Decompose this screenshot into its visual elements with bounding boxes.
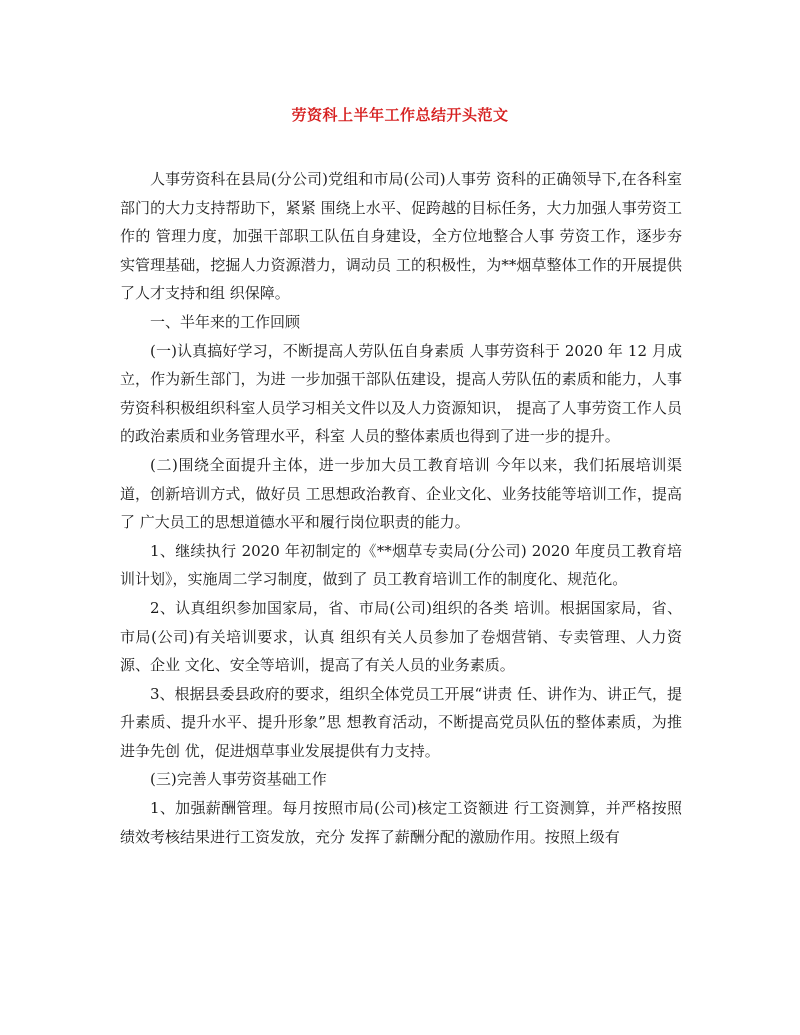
list-item-1: 1、继续执行 2020 年初制定的《**烟草专卖局(分公司) 2020 年度员工教育培训计划》，实施周二学习制度，做到了 员工教育培训工作的制度化、规范化。 — [120, 541, 682, 589]
document-title: 劳资科上半年工作总结开头范文 — [291, 106, 509, 124]
list-item-2: 2、认真组织参加国家局，省、市局(公司)组织的各类 培训。根据国家局，省、市局(公司)有关培训要求，认真 组织有关人员参加了卷烟营销、专卖管理、人力资源、企业 文化、安全等培训，提高了有关人员的业务素质。 — [120, 598, 682, 675]
paragraph-intro: 人事劳资科在县局(分公司)党组和市局(公司)人事劳 资科的正确领导下,在各科室部门的大力支持帮助下，紧紧 围绕上水平、促跨越的目标任务，大力加强人事劳资工作的 管理力度，加强干部职工队伍自身建设，全方位地整合人事 劳资工作，逐步夯实管理基础，挖掘人力资源潜力，调动员 工的积极性，为**烟草整体工作的开展提供了人才支持和组 织保障。 — [120, 170, 682, 303]
paragraph-study: (一)认真搞好学习，不断提高人劳队伍自身素质 人事劳资科于 2020 年 12 月成立，作为新生部门，为进 一步加强干部队伍建设，提高人劳队伍的素质和能力，人事 劳资科积极组织科室人员学习相关文件以及人力资源知识， 提高了人事劳资工作人员的政治素质和业务管理水平，科室 人员的整体素质也得到了进一步的提升。 — [120, 341, 682, 446]
paragraph-salary: 1、加强薪酬管理。每月按照市局(公司)核定工资额进 行工资测算，并严格按照绩效考核结果进行工资发放，充分 发挥了薪酬分配的激励作用。按照上级有 — [120, 799, 682, 846]
paragraph-training: (二)围绕全面提升主体，进一步加大员工教育培训 今年以来，我们拓展培训渠道，创新培训方式，做好员 工思想政治教育、企业文化、业务技能等培训工作，提高了 广大员工的思想道德水平和履行岗位职责的能力。 — [120, 455, 682, 532]
document-body — [120, 165, 682, 851]
heading-half-year-review: 一、半年来的工作回顾 — [150, 312, 301, 331]
heading-basic-work: (三)完善人事劳资基础工作 — [150, 770, 327, 789]
list-item-3: 3、根据县委县政府的要求，组织全体党员工开展“讲责 任、讲作为、讲正气，提升素质、提升水平、提升形象”思 想教育活动，不断提高党员队伍的整体素质，为推进争先创 优，促进烟草事业发展提供有力支持。 — [120, 684, 682, 760]
